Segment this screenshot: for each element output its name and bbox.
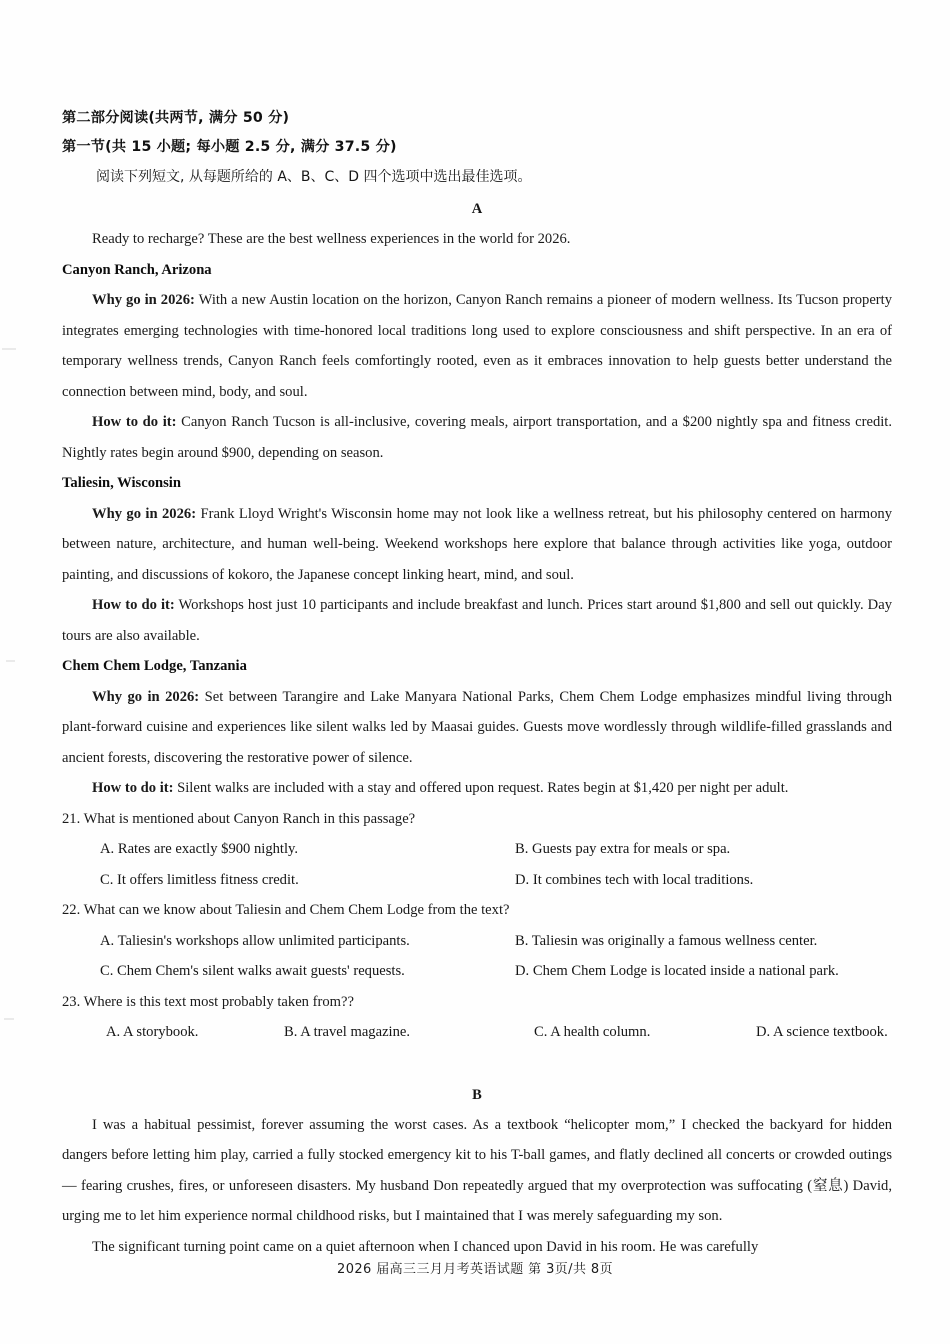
why-go-label: Why go in 2026: — [92, 688, 200, 705]
option-23-b[interactable]: B. A travel magazine. — [284, 1024, 411, 1040]
option-22-d[interactable]: D. Chem Chem Lodge is located inside a national park. — [515, 963, 839, 979]
why-go-text: Frank Lloyd Wright's Wisconsin home may not look like a wellness retreat, but his philosophy centered on harmony between nature, architecture, and human well-being. Weekend workshops here explore that balance through activities like yoga, outdoor painting, and discussions of kokoro, the Japanese concept linking heart, mind, and soul. — [62, 505, 893, 583]
part-heading: 第二部分阅读(共两节, 满分 50 分) — [62, 110, 290, 126]
passage-b-letter: B — [472, 1086, 482, 1103]
section-heading: 第一节(共 15 小题; 每小题 2.5 分, 满分 37.5 分) — [62, 139, 397, 155]
option-23-a[interactable]: A. A storybook. — [106, 1024, 199, 1040]
question-options-23-row — [62, 1017, 892, 1048]
how-to-label: How to do it: — [92, 780, 174, 796]
passage-b-paragraph-1: I was a habitual pessimist, forever assuming the worst cases. As a textbook “helicopter mom,” I checked the backyard for hidden dangers before letting him play, carried a fully stocked emergency kit to his T-ball games, and flatly declined all concerts or crowded outings — fearing crushes, fires, or unforeseen disasters. My husband Don repeatedly argued that my overprotection was suffocating (窒息) David, urging me to let him experience normal childhood risks, but I maintained that I was merely safeguarding my son. — [62, 1116, 892, 1224]
entry-why-canyon-ranch — [62, 285, 892, 407]
option-21-b[interactable]: B. Guests pay extra for meals or spa. — [515, 841, 731, 857]
entry-title-canyon-ranch: Canyon Ranch, Arizona — [62, 261, 212, 278]
how-to-text: Workshops host just 10 participants and include breakfast and lunch. Prices start around $1,800 and sell out quickly. Day tours are also available. — [62, 597, 892, 644]
entry-how-canyon-ranch — [62, 407, 892, 468]
why-go-label: Why go in 2026: — [92, 292, 195, 308]
entry-why-chem-chem — [62, 682, 892, 774]
option-22-c[interactable]: C. Chem Chem's silent walks await guests' requests. — [100, 963, 405, 979]
question-options-21-row1 — [62, 834, 892, 865]
entry-how-taliesin — [62, 590, 892, 651]
how-to-text: Canyon Ranch Tucson is all-inclusive, covering meals, airport transportation, and a $200 nightly spa and fitness credit. Nightly rates begin around $900, depending on season. — [62, 414, 893, 461]
entry-how-chem-chem — [62, 773, 892, 804]
how-to-label: How to do it: — [92, 414, 177, 430]
passage-a-intro: Ready to recharge? These are the best wellness experiences in the world for 2026. — [92, 231, 571, 247]
question-stem-21: 21. What is mentioned about Canyon Ranch in this passage? — [62, 810, 416, 827]
why-go-label: Why go in 2026: — [92, 505, 197, 522]
page-footer: 2026 届高三三月月考英语试题 第 3页/共 8页 — [337, 1262, 613, 1277]
how-to-label: How to do it: — [92, 597, 175, 613]
question-stem-23: 23. Where is this text most probably taken from?? — [62, 993, 354, 1010]
entry-why-taliesin — [62, 499, 892, 591]
option-21-c[interactable]: C. It offers limitless fitness credit. — [100, 871, 299, 888]
why-go-text: Set between Tarangire and Lake Manyara National Parks, Chem Chem Lodge emphasizes mindful living through plant-forward cuisine and experiences like silent walks led by Maasai guides. Guests move wordlessly through wildlife-filled grasslands and ancient forests, discovering the restorative power of silence. — [62, 688, 892, 766]
reading-instruction: 阅读下列短文, 从每题所给的 A、B、C、D 四个选项中选出最佳选项。 — [96, 169, 532, 185]
option-21-a[interactable]: A. Rates are exactly $900 nightly. — [100, 841, 299, 857]
question-options-22-row1 — [62, 926, 892, 957]
document-body — [62, 104, 892, 1262]
question-stem-22: 22. What can we know about Taliesin and Chem Chem Lodge from the text? — [62, 902, 510, 918]
entry-title-taliesin: Taliesin, Wisconsin — [62, 475, 181, 491]
scan-artifact — [2, 348, 16, 350]
option-21-d[interactable]: D. It combines tech with local traditions. — [515, 871, 754, 888]
scan-artifact — [4, 1018, 14, 1020]
why-go-text: With a new Austin location on the horizon, Canyon Ranch remains a pioneer of modern wellness. Its Tucson property integrates emerging technologies with time-honored local traditions long used to explore consciousness and shift perspective. In an era of temporary wellness trends, Canyon Ranch feels comfortingly rooted, even as it embraces innovation to help guests better understand the connection between mind, body, and soul. — [62, 292, 893, 400]
option-22-b[interactable]: B. Taliesin was originally a famous wellness center. — [515, 932, 818, 949]
option-22-a[interactable]: A. Taliesin's workshops allow unlimited participants. — [100, 932, 410, 949]
passage-b-paragraph-2: The significant turning point came on a quiet afternoon when I chanced upon David in his room. He was carefully — [92, 1238, 759, 1255]
question-options-22-row2 — [62, 956, 892, 987]
passage-a-letter: A — [471, 201, 483, 217]
scan-artifact — [6, 660, 15, 662]
option-23-d[interactable]: D. A science textbook. — [756, 1024, 888, 1040]
entry-title-chem-chem-lodge: Chem Chem Lodge, Tanzania — [62, 658, 247, 674]
how-to-text: Silent walks are included with a stay and offered upon request. Rates begin at $1,420 per night per adult. — [173, 780, 789, 796]
question-options-21-row2 — [62, 865, 892, 896]
option-23-c[interactable]: C. A health column. — [534, 1024, 651, 1040]
